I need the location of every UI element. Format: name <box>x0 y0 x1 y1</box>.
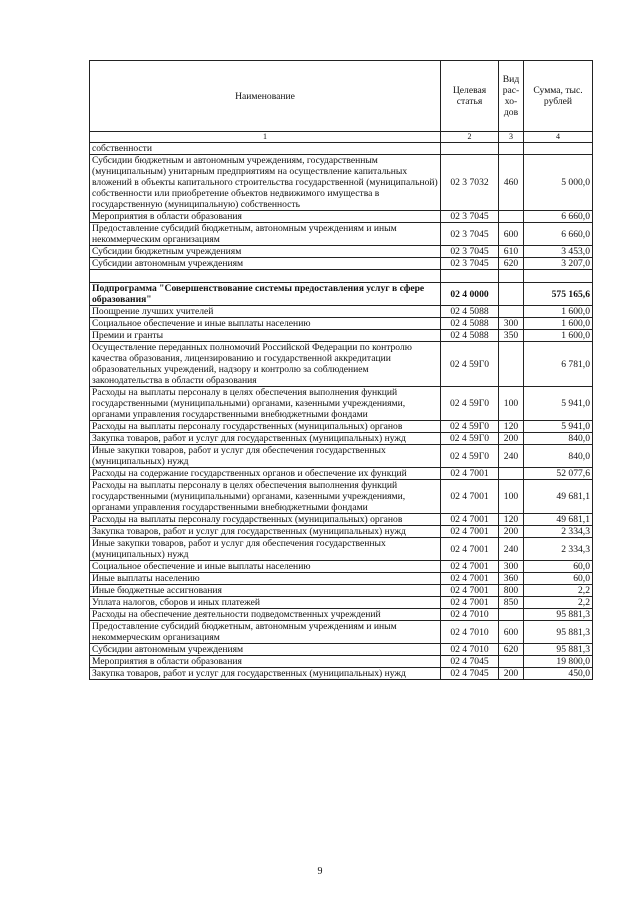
page-number: 9 <box>317 866 323 877</box>
row-code: 02 4 7001 <box>441 468 499 480</box>
table-row <box>90 597 593 609</box>
row-code: 02 4 7001 <box>441 526 499 538</box>
row-code: 02 4 5088 <box>441 318 499 330</box>
row-name: Субсидии бюджетным и автономным учреждениям, государственным (муниципальным) унитарным предприятиям на осуществление капитальных вложений в объекты капитального строительства государственной (муниципальной) собственности или приобретение объектов недвижимого имущества в государственную (муниципальную) собственность <box>90 155 441 211</box>
row-code: 02 3 7045 <box>441 223 499 246</box>
row-code: 02 4 7001 <box>441 585 499 597</box>
row-type: 120 <box>499 421 524 433</box>
row-type <box>499 609 524 621</box>
table-row <box>90 538 593 561</box>
row-sum: 1 600,0 <box>524 318 593 330</box>
row-type <box>499 468 524 480</box>
table-row <box>90 514 593 526</box>
table-row <box>90 656 593 668</box>
table-row <box>90 330 593 342</box>
row-type: 620 <box>499 258 524 270</box>
table-row <box>90 573 593 585</box>
row-sum: 95 881,3 <box>524 644 593 656</box>
table-header-row <box>90 61 593 132</box>
row-code: 02 4 0000 <box>441 283 499 306</box>
row-name: Уплата налогов, сборов и иных платежей <box>90 597 441 609</box>
row-sum: 6 660,0 <box>524 211 593 223</box>
row-sum: 3 207,0 <box>524 258 593 270</box>
row-code: 02 3 7045 <box>441 258 499 270</box>
row-code: 02 4 7001 <box>441 538 499 561</box>
row-name: Расходы на содержание государственных органов и обеспечение их функций <box>90 468 441 480</box>
row-type <box>499 306 524 318</box>
row-sum: 2,2 <box>524 597 593 609</box>
row-sum: 60,0 <box>524 561 593 573</box>
row-code: 02 4 7001 <box>441 480 499 514</box>
row-code: 02 4 7001 <box>441 561 499 573</box>
row-type <box>499 211 524 223</box>
row-type: 600 <box>499 621 524 644</box>
row-sum: 5 000,0 <box>524 155 593 211</box>
row-code: 02 4 59Г0 <box>441 387 499 421</box>
row-type: 460 <box>499 155 524 211</box>
row-sum: 575 165,6 <box>524 283 593 306</box>
row-name: Расходы на выплаты персоналу государственных (муниципальных) органов <box>90 421 441 433</box>
header-sum: Сумма, тыс. рублей <box>524 61 593 132</box>
row-type: 100 <box>499 480 524 514</box>
row-name: Подпрограмма "Совершенствование системы предоставления услуг в сфере образования" <box>90 283 441 306</box>
row-type: 100 <box>499 387 524 421</box>
row-name <box>90 270 441 283</box>
row-type: 240 <box>499 445 524 468</box>
row-type: 200 <box>499 433 524 445</box>
row-code: 02 4 7010 <box>441 609 499 621</box>
row-type: 350 <box>499 330 524 342</box>
row-code: 02 4 7045 <box>441 668 499 680</box>
row-name: собственности <box>90 143 441 155</box>
table-row <box>90 668 593 680</box>
row-name: Расходы на обеспечение деятельности подведомственных учреждений <box>90 609 441 621</box>
row-type: 620 <box>499 644 524 656</box>
row-name: Иные закупки товаров, работ и услуг для обеспечения государственных (муниципальных) нужд <box>90 538 441 561</box>
row-name: Расходы на выплаты персоналу в целях обеспечения выполнения функций государственными (муниципальными) органами, казенными учреждениями, органами управления государственными внебюджетными фондами <box>90 480 441 514</box>
row-name: Социальное обеспечение и иные выплаты населению <box>90 561 441 573</box>
row-name: Иные выплаты населению <box>90 573 441 585</box>
row-name: Иные бюджетные ассигнования <box>90 585 441 597</box>
row-code: 02 4 59Г0 <box>441 445 499 468</box>
row-type: 360 <box>499 573 524 585</box>
column-number: 2 <box>441 132 499 143</box>
row-name: Субсидии автономным учреждениям <box>90 258 441 270</box>
column-number: 3 <box>499 132 524 143</box>
row-type: 800 <box>499 585 524 597</box>
row-type: 600 <box>499 223 524 246</box>
row-name: Закупка товаров, работ и услуг для государственных (муниципальных) нужд <box>90 668 441 680</box>
row-code <box>441 270 499 283</box>
row-code: 02 4 59Г0 <box>441 421 499 433</box>
row-type: 200 <box>499 526 524 538</box>
row-name: Мероприятия в области образования <box>90 656 441 668</box>
row-name: Иные закупки товаров, работ и услуг для обеспечения государственных (муниципальных) нужд <box>90 445 441 468</box>
row-code: 02 3 7045 <box>441 246 499 258</box>
row-name: Расходы на выплаты персоналу в целях обеспечения выполнения функций государственными (муниципальными) органами, казенными учреждениями, органами управления государственными внебюджетными фондами <box>90 387 441 421</box>
table-row <box>90 318 593 330</box>
table-row <box>90 223 593 246</box>
row-name: Мероприятия в области образования <box>90 211 441 223</box>
row-name: Закупка товаров, работ и услуг для государственных (муниципальных) нужд <box>90 433 441 445</box>
row-name: Премии и гранты <box>90 330 441 342</box>
row-name: Субсидии автономным учреждениям <box>90 644 441 656</box>
row-type: 240 <box>499 538 524 561</box>
row-sum: 2 334,3 <box>524 526 593 538</box>
table-row <box>90 621 593 644</box>
row-type: 300 <box>499 318 524 330</box>
row-code: 02 4 59Г0 <box>441 342 499 387</box>
row-type <box>499 283 524 306</box>
row-code: 02 4 7010 <box>441 621 499 644</box>
table-row <box>90 644 593 656</box>
table-row <box>90 306 593 318</box>
row-type: 200 <box>499 668 524 680</box>
row-sum: 6 660,0 <box>524 223 593 246</box>
table-row <box>90 561 593 573</box>
row-sum: 60,0 <box>524 573 593 585</box>
row-name: Предоставление субсидий бюджетным, автономным учреждениям и иным некоммерческим организациям <box>90 621 441 644</box>
row-code: 02 3 7045 <box>441 211 499 223</box>
row-code: 02 4 5088 <box>441 306 499 318</box>
row-type <box>499 270 524 283</box>
row-sum: 5 941,0 <box>524 421 593 433</box>
budget-table <box>89 60 593 680</box>
row-type <box>499 656 524 668</box>
table-row <box>90 283 593 306</box>
row-type <box>499 143 524 155</box>
row-name: Закупка товаров, работ и услуг для государственных (муниципальных) нужд <box>90 526 441 538</box>
row-code: 02 4 7001 <box>441 597 499 609</box>
row-sum: 19 800,0 <box>524 656 593 668</box>
row-name: Субсидии бюджетным учреждениям <box>90 246 441 258</box>
table-row <box>90 211 593 223</box>
row-sum: 95 881,3 <box>524 621 593 644</box>
row-sum: 2 334,3 <box>524 538 593 561</box>
row-name: Осуществление переданных полномочий Российской Федерации по контролю качества образования, лицензированию и государственной аккредитации образовательных учреждений, надзору и контролю за соблюдением законодательства в области образования <box>90 342 441 387</box>
row-type: 120 <box>499 514 524 526</box>
row-sum: 49 681,1 <box>524 480 593 514</box>
row-name: Поощрение лучших учителей <box>90 306 441 318</box>
row-code: 02 4 7045 <box>441 656 499 668</box>
row-type <box>499 342 524 387</box>
column-number-row <box>90 132 593 143</box>
row-type: 850 <box>499 597 524 609</box>
row-sum: 840,0 <box>524 433 593 445</box>
row-code: 02 4 7001 <box>441 573 499 585</box>
table-row <box>90 270 593 283</box>
row-sum: 6 781,0 <box>524 342 593 387</box>
row-name: Предоставление субсидий бюджетным, автономным учреждениям и иным некоммерческим организациям <box>90 223 441 246</box>
table-row <box>90 387 593 421</box>
row-code: 02 4 59Г0 <box>441 433 499 445</box>
row-code: 02 4 5088 <box>441 330 499 342</box>
column-number: 1 <box>90 132 441 143</box>
row-sum: 49 681,1 <box>524 514 593 526</box>
row-type: 300 <box>499 561 524 573</box>
header-type: Вид рас- хо- дов <box>499 61 524 132</box>
row-code: 02 3 7032 <box>441 155 499 211</box>
table-row <box>90 155 593 211</box>
header-name: Наименование <box>90 61 441 132</box>
table-row <box>90 468 593 480</box>
column-number: 4 <box>524 132 593 143</box>
table-row <box>90 342 593 387</box>
row-sum: 3 453,0 <box>524 246 593 258</box>
row-sum: 95 881,3 <box>524 609 593 621</box>
row-sum <box>524 270 593 283</box>
table-row <box>90 433 593 445</box>
table-row <box>90 445 593 468</box>
table-row <box>90 526 593 538</box>
table-row <box>90 258 593 270</box>
row-code <box>441 143 499 155</box>
table-row <box>90 143 593 155</box>
table-row <box>90 609 593 621</box>
row-name: Расходы на выплаты персоналу государственных (муниципальных) органов <box>90 514 441 526</box>
table-row <box>90 421 593 433</box>
row-type: 610 <box>499 246 524 258</box>
row-sum: 2,2 <box>524 585 593 597</box>
row-sum: 5 941,0 <box>524 387 593 421</box>
row-code: 02 4 7010 <box>441 644 499 656</box>
row-name: Социальное обеспечение и иные выплаты населению <box>90 318 441 330</box>
row-sum: 840,0 <box>524 445 593 468</box>
row-code: 02 4 7001 <box>441 514 499 526</box>
header-code: Целевая статья <box>441 61 499 132</box>
row-sum: 450,0 <box>524 668 593 680</box>
row-sum: 1 600,0 <box>524 330 593 342</box>
row-sum: 1 600,0 <box>524 306 593 318</box>
table-row <box>90 585 593 597</box>
row-sum <box>524 143 593 155</box>
row-sum: 52 077,6 <box>524 468 593 480</box>
table-row <box>90 480 593 514</box>
table-row <box>90 246 593 258</box>
